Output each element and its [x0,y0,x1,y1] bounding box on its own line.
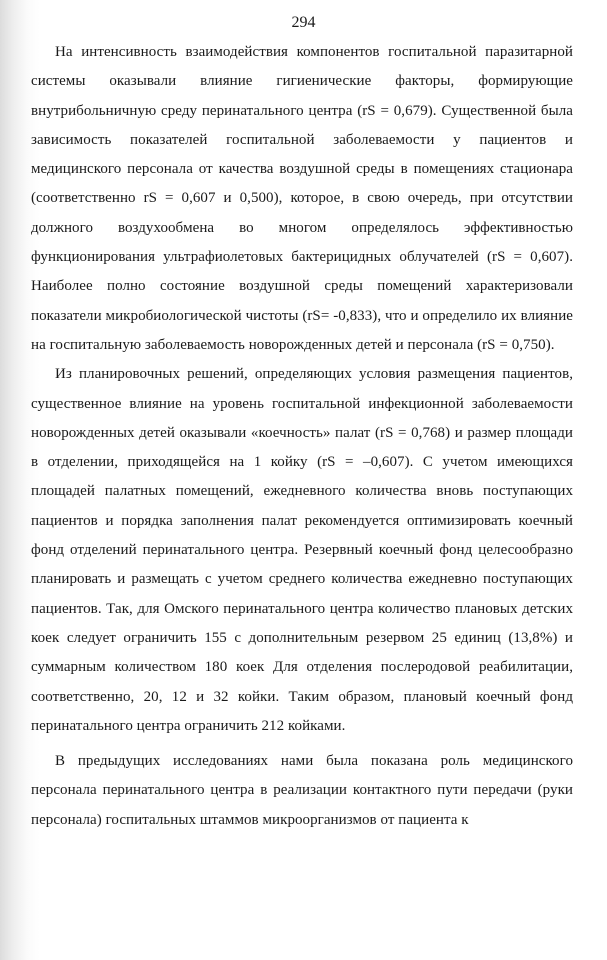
paragraph-2: Из планировочных решений, определяющих условия размещения пациентов, существенное влияние на уровень госпитальной инфекционной заболеваемости новорожденных детей оказывали «коечность» палат (rS = 0,768) и размер площади в отделении, приходящейся на 1 койку (rS = –0,607). С учетом имеющихся площадей палатных помещений, ежедневного количества вновь поступающих пациентов и порядка заполнения палат рекомендуется оптимизировать коечный фонд отделений перинатального центра. Резервный коечный фонд целесообразно планировать и размещать с учетом среднего количества ежедневно поступающих пациентов. Так, для Омского перинатального центра количество плановых детских коек следует ограничить 155 с дополнительным резервом 25 единиц (13,8%) и суммарным количеством 180 коек Для отделения послеродовой реабилитации, соответственно, 20, 12 и 32 койки. Таким образом, плановый коечный фонд перинатального центра ограничить 212 койками. [31,366,573,734]
page-number: 294 [291,14,316,31]
page-body [31,38,573,835]
paragraph-3: В предыдущих исследованиях нами была показана роль медицинского персонала перинатального центра в реализации контактного пути передачи (руки персонала) госпитальных штаммов микроорганизмов от пациента к [31,753,573,828]
paragraph-1: На интенсивность взаимодействия компонентов госпитальной паразитарной системы оказывали влияние гигиенические факторы, формирующие внутрибольничную среду перинатального центра (rS = 0,679). Существенной была зависимость показателей госпитальной заболеваемости у пациентов и медицинского персонала от качества воздушной среды в помещениях стационара (соответственно rS = 0,607 и 0,500), которое, в свою очередь, при отсутствии должного воздухообмена во многом определялось эффективностью функционирования ультрафиолетовых бактерицидных облучателей (rS = 0,607). Наиболее полно состояние воздушной среды помещений характеризовали показатели микробиологической чистоты (rS= -0,833), что и определило их влияние на госпитальную заболеваемость новорожденных детей и персонала (rS = 0,750). [31,44,573,353]
